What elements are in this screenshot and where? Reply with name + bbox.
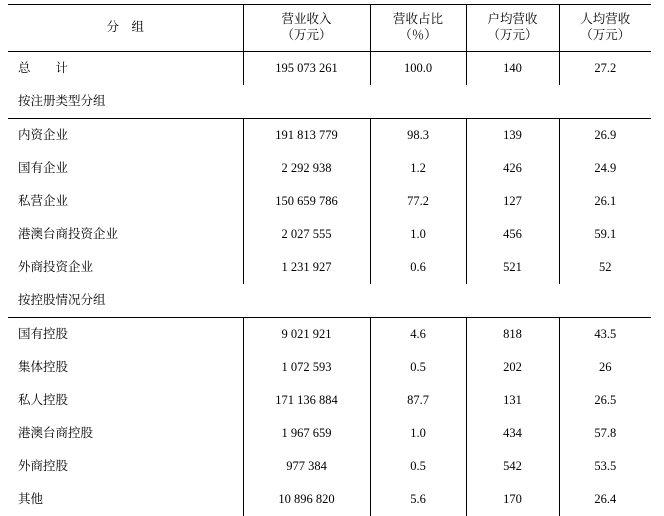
row-revenue: 10 896 820: [243, 483, 370, 516]
column-header-revenue: [243, 5, 370, 52]
column-header-share-line1: 营收占比: [371, 12, 466, 28]
table-body: [8, 52, 651, 516]
row-per-capita: 26.5: [559, 384, 651, 417]
row-share: 77.2: [370, 185, 466, 218]
column-header-per-household-line2: （万元）: [467, 28, 559, 44]
row-revenue: 977 384: [243, 450, 370, 483]
row-revenue: 1 231 927: [243, 251, 370, 284]
row-per-capita: 26.4: [559, 483, 651, 516]
table-row: [8, 119, 651, 153]
row-share: 5.6: [370, 483, 466, 516]
row-per-capita: 27.2: [559, 52, 651, 86]
row-per-household: 140: [466, 52, 559, 86]
row-label: 私人控股: [8, 384, 243, 417]
row-revenue: 2 292 938: [243, 152, 370, 185]
row-per-capita: 52: [559, 251, 651, 284]
row-label: 港澳台商投资企业: [8, 218, 243, 251]
table-row: [8, 52, 651, 86]
row-share: 87.7: [370, 384, 466, 417]
statistics-table-page: [0, 4, 664, 506]
row-label: 外商投资企业: [8, 251, 243, 284]
row-revenue: 2 027 555: [243, 218, 370, 251]
row-per-household: 170: [466, 483, 559, 516]
row-revenue: 150 659 786: [243, 185, 370, 218]
row-label: 集体控股: [8, 351, 243, 384]
row-share: 98.3: [370, 119, 466, 153]
table-header: [8, 5, 651, 52]
row-revenue: 1 072 593: [243, 351, 370, 384]
table-row: [8, 351, 651, 384]
column-header-group-line1: 分 组: [8, 20, 243, 36]
row-revenue: 1 967 659: [243, 417, 370, 450]
row-revenue: 195 073 261: [243, 52, 370, 86]
column-header-per-household: [466, 5, 559, 52]
row-share: 4.6: [370, 318, 466, 352]
column-header-group: [8, 5, 243, 52]
row-share: 1.2: [370, 152, 466, 185]
row-share: 1.0: [370, 218, 466, 251]
column-header-per-household-line1: 户均营收: [467, 12, 559, 28]
column-header-per-capita-line1: 人均营收: [560, 12, 652, 28]
row-label: 总 计: [8, 52, 243, 86]
row-per-capita: 43.5: [559, 318, 651, 352]
section-label: 按注册类型分组: [8, 85, 651, 119]
row-per-capita: 53.5: [559, 450, 651, 483]
row-label: 内资企业: [8, 119, 243, 153]
row-per-capita: 57.8: [559, 417, 651, 450]
row-share: 0.5: [370, 450, 466, 483]
table-row: [8, 251, 651, 284]
row-per-household: 202: [466, 351, 559, 384]
column-header-per-capita: [559, 5, 651, 52]
row-label: 港澳台商控股: [8, 417, 243, 450]
row-per-household: 139: [466, 119, 559, 153]
row-per-household: 456: [466, 218, 559, 251]
column-header-revenue-line1: 营业收入: [244, 12, 370, 28]
row-revenue: 171 136 884: [243, 384, 370, 417]
table-row: [8, 318, 651, 352]
row-per-household: 127: [466, 185, 559, 218]
row-per-capita: 24.9: [559, 152, 651, 185]
table-row: [8, 185, 651, 218]
table-row: [8, 450, 651, 483]
row-per-capita: 59.1: [559, 218, 651, 251]
column-header-revenue-line2: （万元）: [244, 28, 370, 44]
row-per-household: 131: [466, 384, 559, 417]
row-label: 私营企业: [8, 185, 243, 218]
row-share: 0.5: [370, 351, 466, 384]
row-revenue: 9 021 921: [243, 318, 370, 352]
table-row: [8, 417, 651, 450]
table-section-row: [8, 85, 651, 119]
row-label: 国有企业: [8, 152, 243, 185]
column-header-per-capita-line2: （万元）: [560, 28, 652, 44]
row-label: 国有控股: [8, 318, 243, 352]
row-per-household: 818: [466, 318, 559, 352]
section-label: 按控股情况分组: [8, 284, 651, 318]
table-section-row: [8, 284, 651, 318]
row-share: 100.0: [370, 52, 466, 86]
row-per-household: 542: [466, 450, 559, 483]
row-label: 其他: [8, 483, 243, 516]
row-label: 外商控股: [8, 450, 243, 483]
row-share: 1.0: [370, 417, 466, 450]
row-per-capita: 26.9: [559, 119, 651, 153]
column-header-share: [370, 5, 466, 52]
table-row: [8, 384, 651, 417]
row-per-household: 426: [466, 152, 559, 185]
row-revenue: 191 813 779: [243, 119, 370, 153]
row-per-household: 434: [466, 417, 559, 450]
row-per-capita: 26.1: [559, 185, 651, 218]
row-share: 0.6: [370, 251, 466, 284]
table-row: [8, 152, 651, 185]
row-per-household: 521: [466, 251, 559, 284]
statistics-table: [8, 4, 651, 516]
column-header-share-line2: （％）: [371, 28, 466, 44]
table-row: [8, 483, 651, 516]
table-row: [8, 218, 651, 251]
row-per-capita: 26: [559, 351, 651, 384]
